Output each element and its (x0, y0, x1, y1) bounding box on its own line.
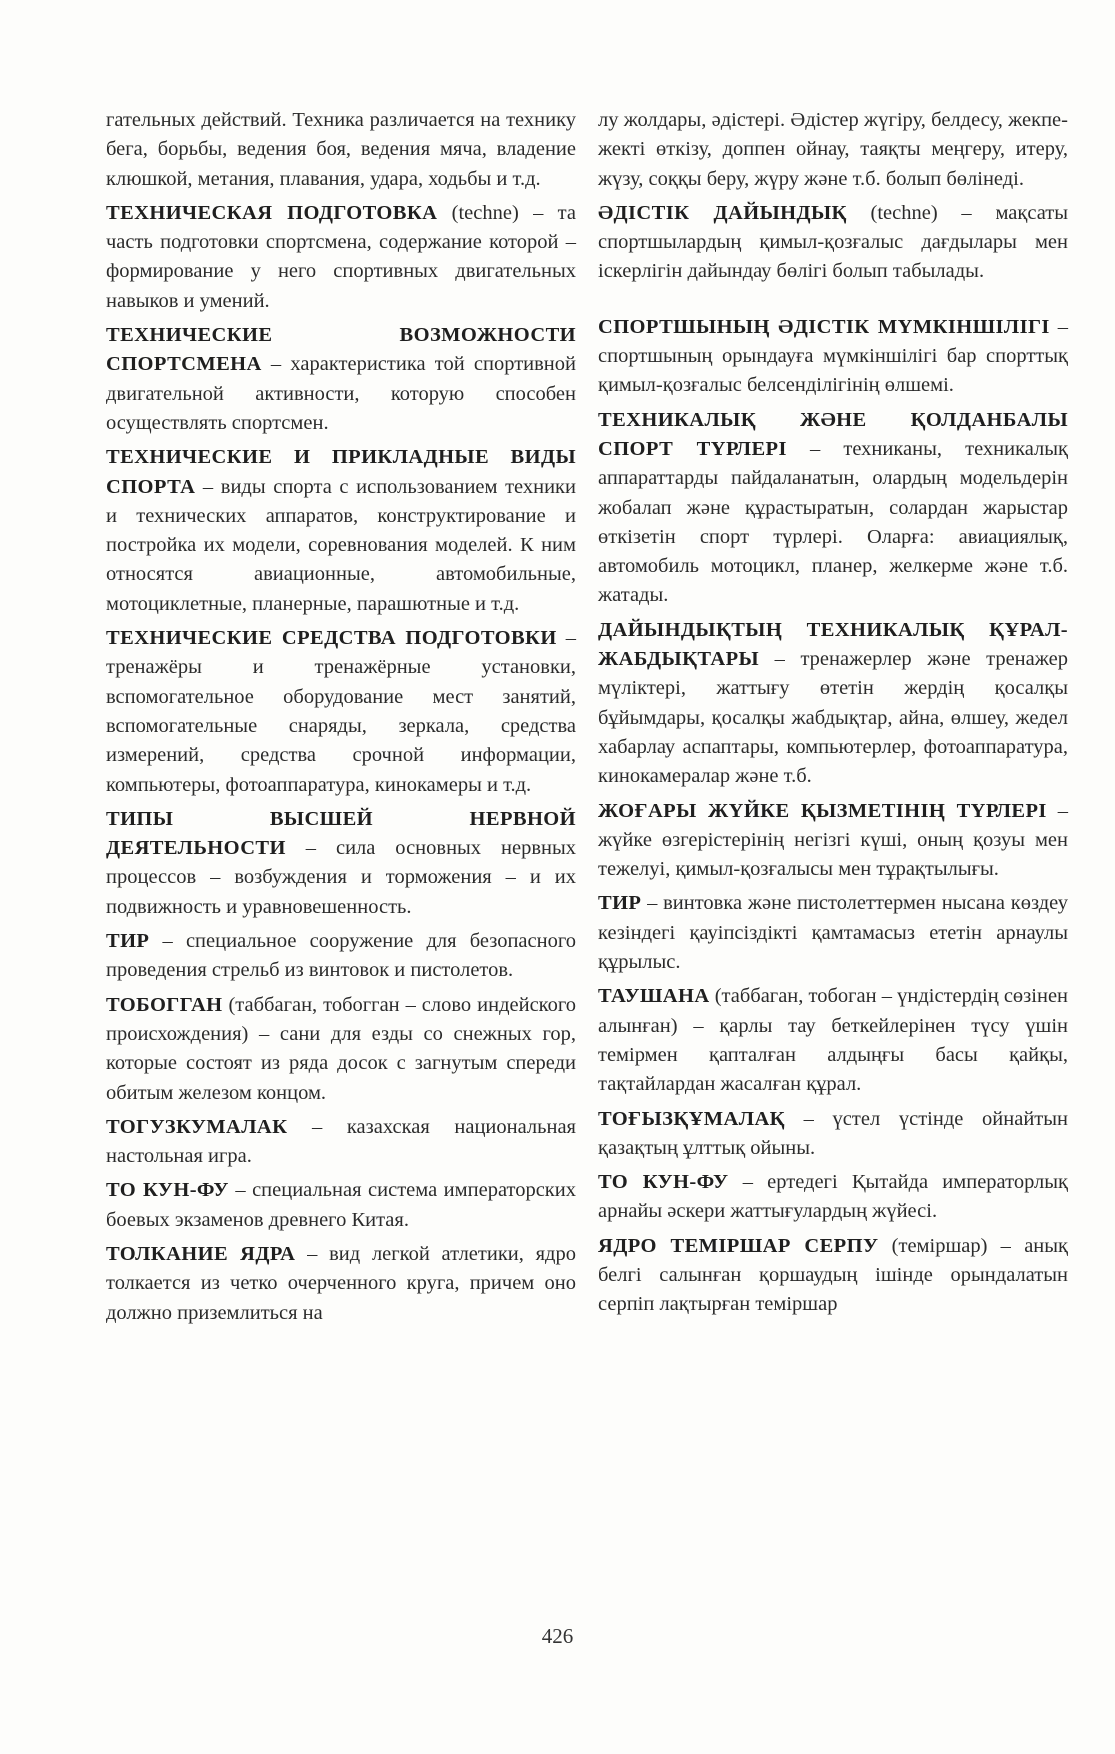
entry-definition: – вид легкой атлетики, ядро толкается из четко очерченного круга, причем оно должно приземлиться на (106, 1242, 576, 1324)
entry (106, 1240, 576, 1328)
entry (598, 797, 1068, 885)
entry-term: ТЕХНИЧЕСКИЕ СРЕДСТВА ПОДГОТОВКИ (106, 627, 557, 650)
entry-definition: – сила основных нервных процессов – возбуждения и торможения – и их подвижность и уравновешенность. (106, 837, 576, 918)
entry-definition: – тренажерлер және тренажер мүліктері, жаттығу өтетін жердің қосалқы бұйымдары, қосалқы жабдықтар, айна, өлшеу, жедел хабарлау аспаптары, компьютерлер, фотоаппаратура, кинокамералар және т.б. (598, 648, 1068, 788)
entry-term: ТЕХНИЧЕСКИЕ ВОЗМОЖНОСТИ СПОРТСМЕНА (106, 324, 576, 376)
entry-continuation (106, 106, 576, 194)
entry (106, 805, 576, 922)
entry (106, 1113, 576, 1172)
entry-definition: – үстел үстінде ойнайтын қазақтың ұлттық ойыны. (598, 1107, 1068, 1159)
entry-term: ТО КУН-ФУ (598, 1171, 729, 1194)
entry (598, 406, 1068, 611)
entry-definition: – техниканы, техникалық аппараттарды пайдаланатын, олардың модельдерін жобалап және құрастыратын, солардан жарыстар өткізетін спорт түрлері. Оларға: авиациялық, автомобиль мотоцикл, планер, желкерме және т.б. жатады. (598, 437, 1068, 607)
entry-term: ТЕХНИЧЕСКИЕ И ПРИКЛАДНЫЕ ВИДЫ СПОРТА (106, 446, 576, 498)
entry (106, 443, 576, 619)
entry-definition: – специальная система императорских боевых экзаменов древнего Китая. (106, 1179, 576, 1231)
entry-term: ТОГУЗКУМАЛАК (106, 1115, 288, 1138)
entry-term: ТОБОГГАН (106, 993, 223, 1016)
entry-definition: гательных действий. Техника различается на технику бега, борьбы, ведения боя, ведения мяча, владение клюшкой, метания, плавания, удара, ходьбы и т.д. (106, 109, 576, 190)
entry-definition: (techne) – мақсаты спортшылардың қимыл-қозғалыс дағдылары мен іскерлігін дайындау бөлігі болып табылады. (598, 201, 1068, 283)
entry-definition: (таббаган, тобогган – слово индейского происхождения) – сани для езды со снежных гор, которые состоят из ряда досок с загнутым спереди обитым железом концом. (106, 993, 576, 1104)
entry (106, 321, 576, 438)
entry-definition: – характеристика той спортивной двигательной активности, которую способен осуществлять спортсмен. (106, 353, 576, 434)
entry-definition: (techne) – та часть подготовки спортсмена, содержание которой – формирование у него спортивных двигательных навыков и умений. (106, 201, 576, 312)
left-column-russian (106, 106, 576, 1333)
entry (106, 991, 576, 1108)
entry (106, 1176, 576, 1235)
entry (598, 1232, 1068, 1320)
entry-term: ТИПЫ ВЫСШЕЙ НЕРВНОЙ ДЕЯТЕЛЬНОСТИ (106, 807, 576, 860)
entry (598, 199, 1068, 287)
entry (106, 624, 576, 800)
entry-definition: – казахская национальная настольная игра. (106, 1115, 576, 1168)
page-number: 426 (541, 1624, 574, 1648)
entry-term: ТИР (598, 892, 642, 915)
right-column-kazakh (598, 106, 1068, 1325)
entry (598, 982, 1068, 1099)
entry-definition: – специальное сооружение для безопасного проведения стрельб из винтовок и пистолетов. (106, 930, 576, 982)
entry-term: ТИР (106, 930, 150, 953)
entry-definition: – ертедегі Қытайда императорлық арнайы әскери жаттығулардың жүйесі. (598, 1171, 1069, 1223)
entry (598, 889, 1068, 977)
entry-term: ЖОҒАРЫ ЖҮЙКЕ ҚЫЗМЕТІНІҢ ТҮРЛЕРІ (598, 799, 1047, 822)
entry-definition: – винтовка және пистолеттермен нысана көздеу кезіндегі қауіпсіздікті қамтамасыз ететін арнаулы құрылыс. (598, 892, 1068, 974)
entry-term: ТОЛКАНИЕ ЯДРА (106, 1242, 296, 1265)
entry-term: ТАУШАНА (598, 985, 710, 1008)
entry-term: ТОҒЫЗҚҰМАЛАҚ (598, 1107, 785, 1130)
entry-definition: (таббаган, тобоган – үндістердің сөзінен алынған) – қарлы тау беткейлерінен түсу үшін темірмен қапталған алдыңғы басы қайқы, тақтайлардан жасалған құрал. (598, 985, 1069, 1096)
entry-definition: (теміршар) – анық белгі салынған қоршаудың ішінде орындалатын серпіп лақтырған теміршар (598, 1234, 1068, 1316)
entry (598, 616, 1068, 792)
entry-continuation (598, 106, 1068, 194)
entry-term: ТО КУН-ФУ (106, 1179, 229, 1202)
entry-term: СПОРТШЫНЫҢ ӘДІСТІК МҮМКІНШІЛІГІ (598, 315, 1050, 338)
entry (598, 1105, 1068, 1164)
entry-definition: лу жолдары, әдістері. Әдістер жүгіру, белдесу, жекпе-жекті өткізу, доппен ойнау, таяқты меңгеру, итеру, жүзу, соққы беру, жүру және т.б. болып бөлінеді. (598, 109, 1068, 190)
entry-definition: – виды спорта с использованием техники и технических аппаратов, конструктирование и постройка их модели, соревнования моделей. К ним относятся авиационные, автомобильные, мотоциклетные, планерные, парашютные и т.д. (106, 475, 576, 615)
entry-definition: – спортшының орындауға мүмкіншілігі бар спорттық қимыл-қозғалыс белсенділігінің өлшемі. (598, 315, 1068, 397)
entry (598, 313, 1068, 401)
entry-term: ТЕХНИЧЕСКАЯ ПОДГОТОВКА (106, 201, 438, 224)
entry (106, 199, 576, 316)
entry-term: ДАЙЫНДЫҚТЫҢ ТЕХНИКАЛЫҚ ҚҰРАЛ-ЖАБДЫҚТАРЫ (598, 618, 1068, 671)
entry-term: ЯДРО ТЕМІРШАР СЕРПУ (598, 1234, 879, 1257)
entry-definition: – жүйке өзгерістерінің негізгі күші, оның қозуы мен тежелуі, қимыл-қозғалысы мен тұрақтылығы. (598, 799, 1068, 881)
entry-term: ТЕХНИКАЛЫҚ ЖӘНЕ ҚОЛДАНБАЛЫ СПОРТ ТҮРЛЕРІ (598, 408, 1068, 460)
entry-term: ӘДІСТІК ДАЙЫНДЫҚ (598, 201, 847, 224)
entry (598, 1168, 1068, 1227)
entry-definition: – тренажёры и тренажёрные установки, вспомогательное оборудование мест занятий, вспомогательные снаряды, зеркала, средства измерений, средства срочной информации, компьютеры, фотоаппаратура, кинокамеры и т.д. (106, 627, 577, 796)
entry (106, 927, 576, 986)
